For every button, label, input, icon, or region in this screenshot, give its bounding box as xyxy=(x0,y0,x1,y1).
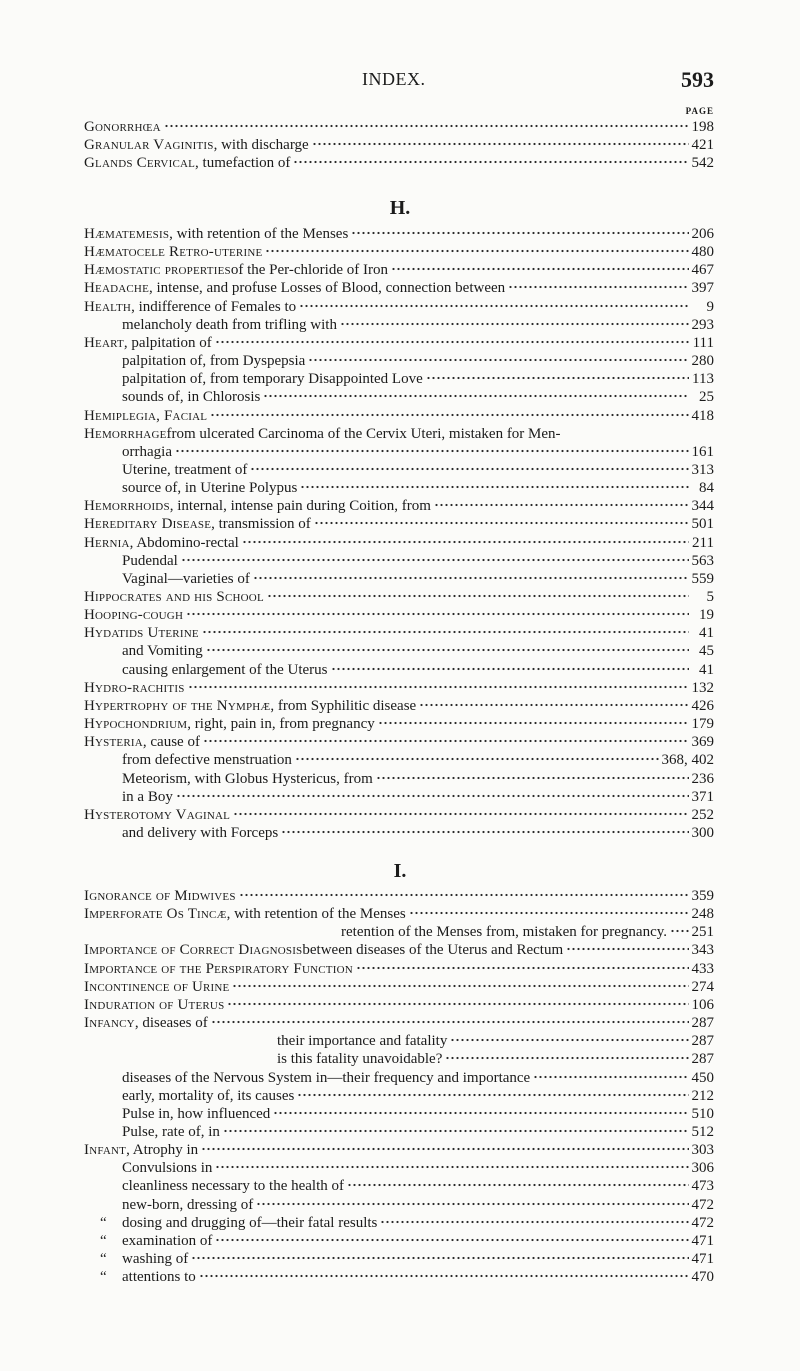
dot-leader xyxy=(409,911,689,915)
index-subentry xyxy=(122,1159,714,1177)
entry-text: Convulsions in xyxy=(122,1160,213,1177)
entry-term: Headache xyxy=(84,280,149,297)
entry-text: melancholy death from trifling with xyxy=(122,316,337,333)
dot-leader xyxy=(227,1002,688,1006)
entry-page: 344 xyxy=(691,498,714,515)
index-entry xyxy=(84,887,714,905)
entry-text: new-born, dressing of xyxy=(122,1196,254,1213)
dot-leader xyxy=(232,984,688,988)
entry-text: examination of xyxy=(122,1232,213,1249)
index-entry xyxy=(84,960,714,978)
entry-text: Meteorism, with Globus Hystericus, from xyxy=(122,770,373,787)
entry-term: Hæmatemesis xyxy=(84,226,170,242)
entry-text: and Vomiting xyxy=(122,643,203,660)
entry-text: , internal, intense pain during Coition, from xyxy=(169,498,431,515)
entry-text: washing of xyxy=(122,1251,189,1267)
entry-term: Glands Cervical xyxy=(84,155,196,172)
dot-leader xyxy=(210,413,688,417)
entry-page: 25 xyxy=(699,389,714,406)
index-entry xyxy=(84,407,714,425)
entry-text: , with discharge xyxy=(213,137,309,154)
entry-page: 371 xyxy=(691,788,714,805)
entry-page: 369 xyxy=(691,734,714,751)
entry-text: , Abdomino-rectal xyxy=(129,534,239,551)
entry-text: , Atrophy in xyxy=(126,1142,199,1159)
entry-term: Hemorrhoids xyxy=(84,498,170,515)
dot-leader xyxy=(186,612,689,616)
index-entry xyxy=(84,118,714,136)
dot-leader xyxy=(376,776,689,780)
running-head xyxy=(0,67,800,93)
entry-term: Hysterotomy Vaginal xyxy=(84,806,231,823)
ditto-mark: “ xyxy=(100,1251,107,1267)
dot-leader xyxy=(391,267,689,271)
index-entry xyxy=(84,1141,714,1159)
index-subentry xyxy=(277,1032,714,1050)
dot-leader xyxy=(300,485,689,489)
entry-page: 450 xyxy=(691,1069,714,1086)
dot-leader xyxy=(263,394,689,398)
dot-leader xyxy=(233,812,688,816)
dot-leader xyxy=(242,540,689,544)
index-entry xyxy=(84,298,714,316)
entry-page: 211 xyxy=(692,534,714,551)
dot-leader xyxy=(356,966,689,970)
entry-text: , right, pain in, from pregnancy xyxy=(187,716,375,733)
index-subentry xyxy=(122,824,714,842)
entry-text: early, mortality of, its causes xyxy=(122,1087,295,1104)
dot-leader xyxy=(340,322,689,326)
entry-text: , from Syphilitic disease xyxy=(270,697,417,714)
entry-page: 368, 402 xyxy=(661,752,714,769)
entry-text: and delivery with Forceps xyxy=(122,824,279,841)
entry-page: 512 xyxy=(691,1123,714,1140)
entry-term: Gonorrhœa xyxy=(84,119,161,135)
index-entry xyxy=(84,624,714,642)
entry-page: 280 xyxy=(691,353,714,370)
entry-page: 300 xyxy=(691,824,714,841)
entry-page: 5 xyxy=(706,589,714,605)
index-subentry xyxy=(122,1196,714,1214)
entry-text: Pulse in, how influenced xyxy=(122,1105,271,1122)
index-entry xyxy=(84,905,714,923)
index-entry xyxy=(84,261,714,279)
index-entry xyxy=(84,334,714,352)
dot-leader xyxy=(564,431,689,435)
entry-text: Pulse, rate of, in xyxy=(122,1123,220,1140)
entry-text: palpitation of, from Dyspepsia xyxy=(122,353,306,370)
dot-leader xyxy=(347,1183,689,1187)
entry-page: 248 xyxy=(691,906,714,923)
index-subentry xyxy=(122,661,714,679)
ditto-mark: “ xyxy=(100,1214,107,1231)
index-entry xyxy=(84,515,714,533)
entry-page: 45 xyxy=(699,643,714,660)
ditto-mark: “ xyxy=(100,1269,107,1286)
dot-leader xyxy=(450,1038,688,1042)
index-entry xyxy=(84,588,714,606)
entry-page: 251 xyxy=(691,924,714,941)
entry-page: 303 xyxy=(691,1142,714,1159)
entry-page: 198 xyxy=(691,119,714,135)
index-entry xyxy=(84,715,714,733)
index-entry xyxy=(84,606,714,624)
entry-page: 559 xyxy=(691,570,714,587)
index-subentry xyxy=(122,642,714,660)
entry-page: 343 xyxy=(691,942,714,959)
entry-text: orrhagia xyxy=(122,443,172,460)
entry-page: 472 xyxy=(691,1214,714,1231)
entry-page: 106 xyxy=(691,996,714,1013)
entry-text: their importance and fatality xyxy=(277,1033,448,1050)
entry-text: from defective menstruation xyxy=(122,752,292,769)
entry-text: cleanliness necessary to the health of xyxy=(122,1178,344,1195)
index-subentry xyxy=(100,1268,714,1286)
entry-term: Imperforate Os Tincæ xyxy=(84,906,227,923)
page-column-label: PAGE xyxy=(685,106,714,116)
index-subentry xyxy=(122,388,714,406)
entry-text: Pudendal xyxy=(122,552,178,569)
entry-term: Induration of Uterus xyxy=(84,996,225,1013)
entry-text: , tumefaction of xyxy=(195,155,291,172)
entry-page: 426 xyxy=(691,697,714,714)
dot-leader xyxy=(297,1093,688,1097)
index-subentry xyxy=(122,1087,714,1105)
index-entry xyxy=(84,679,714,697)
index-subentry xyxy=(122,1123,714,1141)
entry-term: Hypochondrium xyxy=(84,716,188,733)
dot-leader xyxy=(670,929,688,933)
entry-term: Granular Vaginitis xyxy=(84,137,214,154)
index-subentry xyxy=(122,1069,714,1087)
entry-page: 418 xyxy=(691,407,714,424)
running-head-title: INDEX. xyxy=(362,69,426,89)
entry-text: attentions to xyxy=(122,1269,196,1286)
dot-leader xyxy=(533,1075,688,1079)
entry-page: 287 xyxy=(691,1033,714,1050)
dot-leader xyxy=(239,893,689,897)
index-subentry xyxy=(341,923,714,941)
entry-text: palpitation of, from temporary Disappointed Love xyxy=(122,371,423,388)
dot-leader xyxy=(211,1020,689,1024)
entry-text: dosing and drugging of—their fatal results xyxy=(122,1214,378,1231)
index-entry xyxy=(84,978,714,996)
entry-text: , intense, and profuse Losses of Blood, connection between xyxy=(148,280,506,297)
dot-leader xyxy=(199,1274,689,1278)
dot-leader xyxy=(434,503,689,507)
dot-leader xyxy=(181,558,689,562)
entry-term: Hysteria xyxy=(84,734,143,751)
entry-page: 252 xyxy=(691,806,714,823)
ditto-mark: “ xyxy=(100,1232,107,1249)
entry-text: , palpitation of xyxy=(123,334,212,351)
index-subentry xyxy=(122,370,714,388)
entry-text: of the Per-chloride of Iron xyxy=(230,262,388,279)
entry-term: Ignorance of Midwives xyxy=(84,888,236,904)
index-subentry xyxy=(122,352,714,370)
entry-text: , transmission of xyxy=(211,516,311,533)
entry-page: 471 xyxy=(691,1251,714,1267)
section-heading-h: H. xyxy=(389,197,411,219)
dot-leader xyxy=(267,594,689,598)
entry-page: 542 xyxy=(691,155,714,172)
dot-leader xyxy=(293,160,688,164)
entry-text: , with retention of the Menses xyxy=(226,906,406,923)
entry-page: 467 xyxy=(691,262,714,279)
entry-text: , diseases of xyxy=(134,1015,208,1032)
entry-page: 306 xyxy=(691,1160,714,1177)
dot-leader xyxy=(295,757,659,761)
entry-term: Hydatids Uterine xyxy=(84,625,199,642)
dot-leader xyxy=(253,576,689,580)
entry-term: Infancy xyxy=(84,1015,135,1032)
dot-leader xyxy=(312,142,689,146)
dot-leader xyxy=(223,1129,689,1133)
index-entry xyxy=(84,497,714,515)
entry-term: Hæmostatic properties xyxy=(84,262,231,279)
index-entry xyxy=(84,425,714,443)
index-entry xyxy=(84,136,714,154)
index-entry xyxy=(84,243,714,261)
dot-leader xyxy=(203,739,689,743)
dot-leader xyxy=(201,1147,688,1151)
index-entry xyxy=(84,996,714,1014)
entry-text: retention of the Menses from, mistaken for pregnancy. xyxy=(341,924,668,941)
index-subentry xyxy=(122,1105,714,1123)
index-subentry xyxy=(122,479,714,497)
dot-leader xyxy=(508,285,688,289)
entry-page: 563 xyxy=(691,552,714,569)
dot-leader xyxy=(215,1165,688,1169)
dot-leader xyxy=(256,1202,688,1206)
index-entry xyxy=(84,534,714,552)
dot-leader xyxy=(188,685,689,689)
entry-term: Hereditary Disease xyxy=(84,516,212,533)
index-subentry xyxy=(122,751,714,769)
dot-leader xyxy=(273,1111,688,1115)
entry-term: Hemorrhage xyxy=(84,425,167,442)
entry-page: 359 xyxy=(691,888,714,904)
entry-text: causing enlargement of the Uterus xyxy=(122,661,328,678)
entry-page: 433 xyxy=(691,960,714,977)
index-subentry xyxy=(122,461,714,479)
entry-term: Hippocrates and his School xyxy=(84,589,264,605)
index-subentry xyxy=(122,316,714,334)
dot-leader xyxy=(202,630,689,634)
entry-term: Hæmatocele Retro-uterine xyxy=(84,244,263,261)
entry-page: 313 xyxy=(691,461,714,478)
dot-leader xyxy=(445,1056,688,1060)
entry-text: diseases of the Nervous System in—their frequency and importance xyxy=(122,1069,531,1086)
dot-leader xyxy=(419,703,688,707)
entry-text: , indifference of Females to xyxy=(131,298,297,315)
entry-page: 287 xyxy=(691,1051,714,1068)
index-subentry xyxy=(100,1214,714,1232)
entry-term: Incontinence of Urine xyxy=(84,978,230,995)
index-entry xyxy=(84,225,714,243)
entry-page: 206 xyxy=(691,226,714,242)
section-heading-i: I. xyxy=(393,860,407,882)
entry-text: is this fatality unavoidable? xyxy=(277,1051,443,1068)
entry-text: , cause of xyxy=(142,734,200,751)
dot-leader xyxy=(250,467,688,471)
dot-leader xyxy=(308,358,688,362)
entry-page: 293 xyxy=(691,316,714,333)
dot-leader xyxy=(281,830,688,834)
entry-text: Vaginal—varieties of xyxy=(122,570,250,587)
index-subentry xyxy=(100,1250,714,1268)
entry-page: 236 xyxy=(691,770,714,787)
entry-text: source of, in Uterine Polypus xyxy=(122,480,298,497)
index-subentry xyxy=(122,788,714,806)
dot-leader xyxy=(215,340,689,344)
dot-leader xyxy=(215,1238,688,1242)
entry-page: 510 xyxy=(691,1105,714,1122)
index-entry xyxy=(84,1014,714,1032)
entry-term: Importance of Correct Diagnosis xyxy=(84,942,303,959)
entry-page: 84 xyxy=(699,480,714,497)
entry-page: 179 xyxy=(691,716,714,733)
entry-text: , with retention of the Menses xyxy=(169,226,349,242)
entry-page: 287 xyxy=(691,1015,714,1032)
entry-text: from ulcerated Carcinoma of the Cervix Uteri, mistaken for Men- xyxy=(166,425,561,442)
entry-page: 480 xyxy=(691,244,714,261)
entry-page: 421 xyxy=(691,137,714,154)
entry-page: 212 xyxy=(691,1087,714,1104)
entry-page: 9 xyxy=(706,298,714,315)
index-subentry xyxy=(122,443,714,461)
index-subentry xyxy=(122,552,714,570)
index-subentry xyxy=(122,570,714,588)
entry-term: Hydro-rachitis xyxy=(84,679,185,696)
entry-term: Importance of the Perspiratory Function xyxy=(84,960,353,977)
entry-page: 41 xyxy=(699,661,714,678)
dot-leader xyxy=(299,304,689,308)
entry-page: 111 xyxy=(692,334,714,351)
dot-leader xyxy=(164,124,689,128)
index-subentry xyxy=(277,1050,714,1068)
entry-page: 397 xyxy=(691,280,714,297)
entry-page: 472 xyxy=(691,1196,714,1213)
entry-term: Health xyxy=(84,298,132,315)
index-subentry xyxy=(122,770,714,788)
index-entry xyxy=(84,733,714,751)
dot-leader xyxy=(378,721,689,725)
dot-leader xyxy=(426,376,689,380)
index-subentry xyxy=(122,1177,714,1195)
entry-term: Hernia xyxy=(84,534,130,551)
entry-term: Heart xyxy=(84,334,124,351)
entry-term: Hypertrophy of the Nymphæ xyxy=(84,697,271,714)
dot-leader xyxy=(331,667,690,671)
dot-leader xyxy=(191,1256,688,1260)
entry-page: 161 xyxy=(691,443,714,460)
index-entry xyxy=(84,941,714,959)
dot-leader xyxy=(206,648,689,652)
entry-page: 473 xyxy=(691,1178,714,1195)
dot-leader xyxy=(380,1220,688,1224)
entry-page: 113 xyxy=(692,371,714,388)
dot-leader xyxy=(566,947,688,951)
index-entry xyxy=(84,279,714,297)
page-number: 593 xyxy=(681,67,714,92)
index-subentry xyxy=(100,1232,714,1250)
entry-term: Infant xyxy=(84,1142,127,1159)
entry-page: 274 xyxy=(691,978,714,995)
entry-page: 19 xyxy=(699,607,714,624)
index-entry xyxy=(84,154,714,172)
entry-page: 132 xyxy=(691,679,714,696)
dot-leader xyxy=(176,794,689,798)
entry-text: in a Boy xyxy=(122,788,173,805)
index-entry xyxy=(84,806,714,824)
entry-page: 41 xyxy=(699,625,714,642)
entry-term: Hooping-cough xyxy=(84,607,184,624)
entry-page: 471 xyxy=(691,1232,714,1249)
entry-text: Uterine, treatment of xyxy=(122,461,248,478)
entry-page: 501 xyxy=(691,516,714,533)
dot-leader xyxy=(314,521,689,525)
dot-leader xyxy=(265,249,688,253)
entry-term: Hemiplegia, Facial xyxy=(84,407,208,424)
dot-leader xyxy=(351,231,688,235)
dot-leader xyxy=(175,449,689,453)
entry-text: between diseases of the Uterus and Rectum xyxy=(302,942,564,959)
entry-page: 470 xyxy=(691,1269,714,1286)
entry-text: sounds of, in Chlorosis xyxy=(122,389,261,406)
index-entry xyxy=(84,697,714,715)
